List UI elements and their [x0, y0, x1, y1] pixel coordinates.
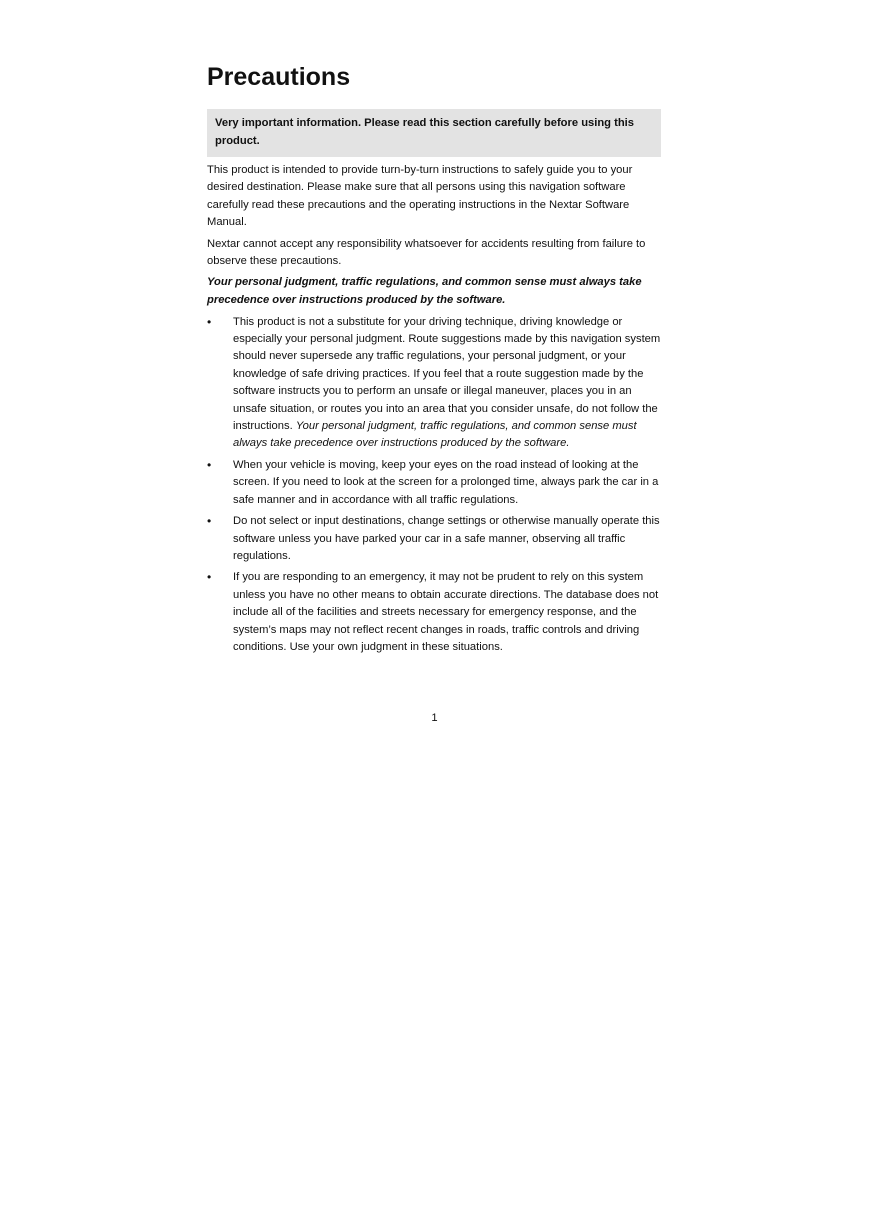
list-item-italic-text: Your personal judgment, traffic regulations, and common sense must always take precedence over instructions produced by the software.: [233, 420, 637, 450]
list-item: [207, 457, 667, 509]
bullet-icon: •: [207, 514, 212, 529]
page-title: Precautions: [207, 63, 351, 91]
document-page: [207, 60, 667, 660]
list-item: [207, 513, 667, 565]
responsibility-paragraph: Nextar cannot accept any responsibility whatsoever for accidents resulting from failure to observe these precautions.: [207, 237, 646, 268]
list-item-text: When your vehicle is moving, keep your eyes on the road instead of looking at the screen. If you need to look at the screen for a prolonged time, always park the car in a safe manner and in accordance with all traffic regulations.: [233, 458, 659, 506]
page-number: 1: [431, 712, 438, 724]
bullet-icon: •: [207, 570, 212, 585]
list-item-text: This product is not a substitute for your driving technique, driving knowledge or especially your personal judgment. Route suggestions made by this navigation system should never supersede any traffic regulations, your personal judgment, or your knowledge of safe driving practices. If you feel that a route suggestion made by the software instructs you to perform an unsafe or illegal maneuver, places you in an unsafe situation, or routes you into an area that you consider unsafe, do not follow the instructions.: [233, 315, 661, 433]
list-item-text: Do not select or input destinations, change settings or otherwise manually operate this software unless you have parked your car in a safe manner, observing all traffic regulations.: [233, 515, 660, 562]
list-item: [207, 569, 667, 656]
important-notice-box: Very important information. Please read this section carefully before using this product.: [207, 109, 661, 157]
bullet-icon: •: [207, 457, 212, 472]
precautions-list: [207, 314, 667, 657]
bullet-icon: •: [207, 314, 212, 329]
list-item: [207, 314, 667, 453]
intro-paragraph: This product is intended to provide turn-by-turn instructions to safely guide you to your desired destination. Please make sure that all persons using this navigation software carefully read these precautions and the operating instructions in the Nextar Software Manual.: [207, 164, 633, 229]
emphasis-paragraph: Your personal judgment, traffic regulations, and common sense must always take precedence over instructions produced by the software.: [207, 276, 642, 307]
list-item-text: If you are responding to an emergency, it may not be prudent to rely on this system unless you have no other means to obtain accurate directions. The database does not include all of the facilities and streets necessary for emergency response, and the system’s maps may not reflect recent changes in roads, traffic controls and driving conditions. Use your own judgment in these situations.: [233, 571, 659, 653]
